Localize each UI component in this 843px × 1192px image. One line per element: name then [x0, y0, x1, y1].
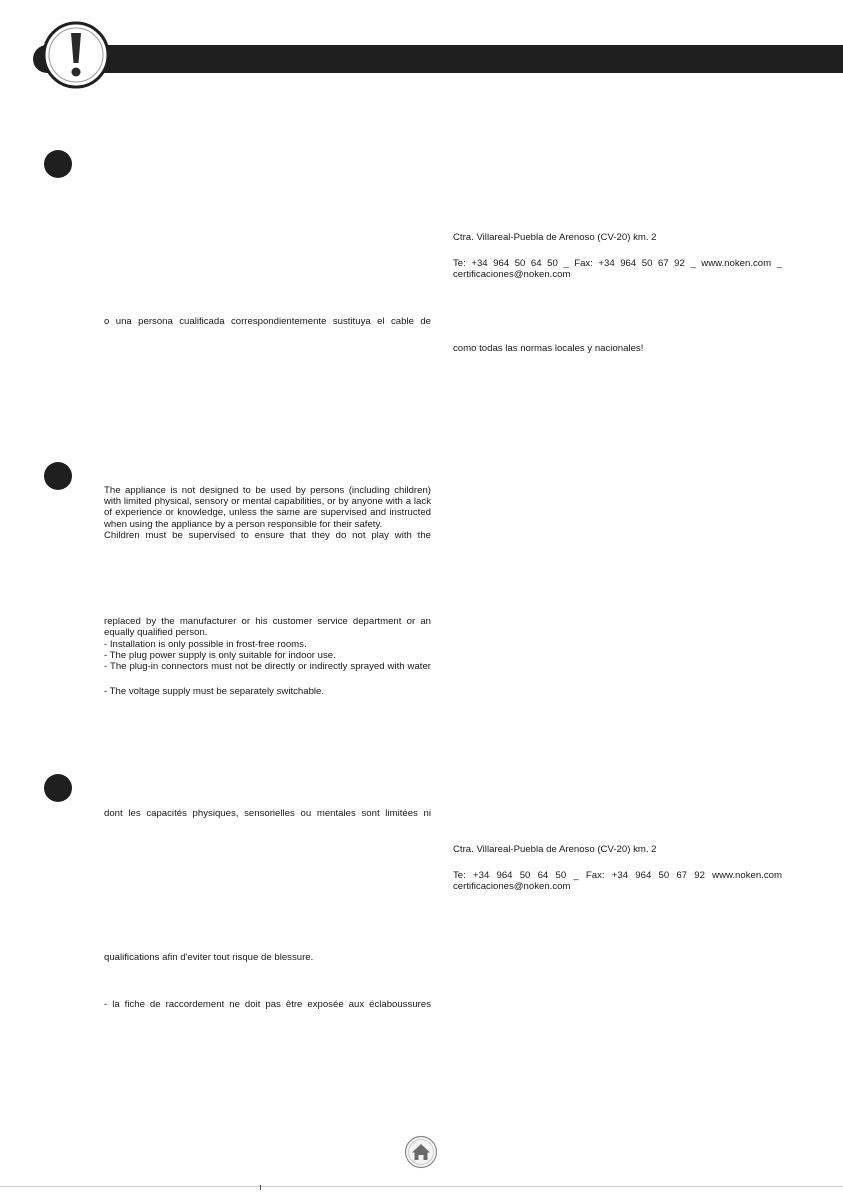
bullet-item: - Installation is only possible in frost-free rooms. [104, 639, 307, 650]
english-children-line: Children must be supervised to ensure that they do not play with the [104, 530, 431, 541]
bullet-item: - The plug power supply is only suitable for indoor use. [104, 650, 336, 662]
spanish-norms-line: como todas las normas locales y nacionales! [453, 343, 644, 354]
text-line: replaced by the manufacturer or his customer service department or an [104, 616, 431, 627]
home-button[interactable] [404, 1135, 438, 1169]
company-contact-2 [453, 870, 782, 892]
english-paragraph-replacement [104, 616, 431, 638]
french-plug-line: - la fiche de raccordement ne doit pas être exposée aux éclaboussures [104, 999, 431, 1010]
spanish-cable-line: o una persona cualificada correspondientemente sustituya el cable de [104, 316, 431, 327]
company-contact [453, 258, 782, 280]
text-line: The appliance is not designed to be used by persons (including children) [104, 485, 431, 496]
bottom-rule [0, 1186, 843, 1187]
section-marker-english [44, 462, 72, 490]
french-qualifications-line: qualifications afin d'eviter tout risque de blessure. [104, 952, 314, 963]
english-paragraph-appliance [104, 485, 431, 530]
company-address-2: Ctra. Villareal-Puebla de Arenoso (CV-20) km. 2 [453, 844, 657, 855]
section-marker-french [44, 774, 72, 802]
text-line: when using the appliance by a person responsible for their safety. [104, 518, 383, 530]
text-line: with limited physical, sensory or mental capabilities, or by anyone with a lack [104, 496, 431, 508]
contact-line: Te: +34 964 50 64 50 _ Fax: +34 964 50 67 92 _ www.noken.com _ [453, 258, 782, 269]
section-marker-spanish [44, 150, 72, 178]
english-voltage-line: - The voltage supply must be separately switchable. [104, 686, 325, 697]
crop-mark [260, 1185, 261, 1190]
email-line: certificaciones@noken.com [453, 881, 571, 893]
warning-badge [41, 20, 111, 90]
english-bullet-list [104, 639, 431, 673]
email-line: certificaciones@noken.com [453, 269, 571, 281]
company-address: Ctra. Villareal-Puebla de Arenoso (CV-20) km. 2 [453, 232, 657, 243]
text-line: of experience or knowledge, unless the same are supervised and instructed [104, 507, 431, 519]
text-line: equally qualified person. [104, 627, 208, 639]
bullet-item: - The plug-in connectors must not be directly or indirectly sprayed with water [104, 661, 431, 673]
french-capacities-line: dont les capacités physiques, sensorielles ou mentales sont limitées ni [104, 808, 431, 819]
contact-line: Te: +34 964 50 64 50 _ Fax: +34 964 50 67 92 www.noken.com [453, 870, 782, 881]
header-bar [33, 45, 843, 73]
